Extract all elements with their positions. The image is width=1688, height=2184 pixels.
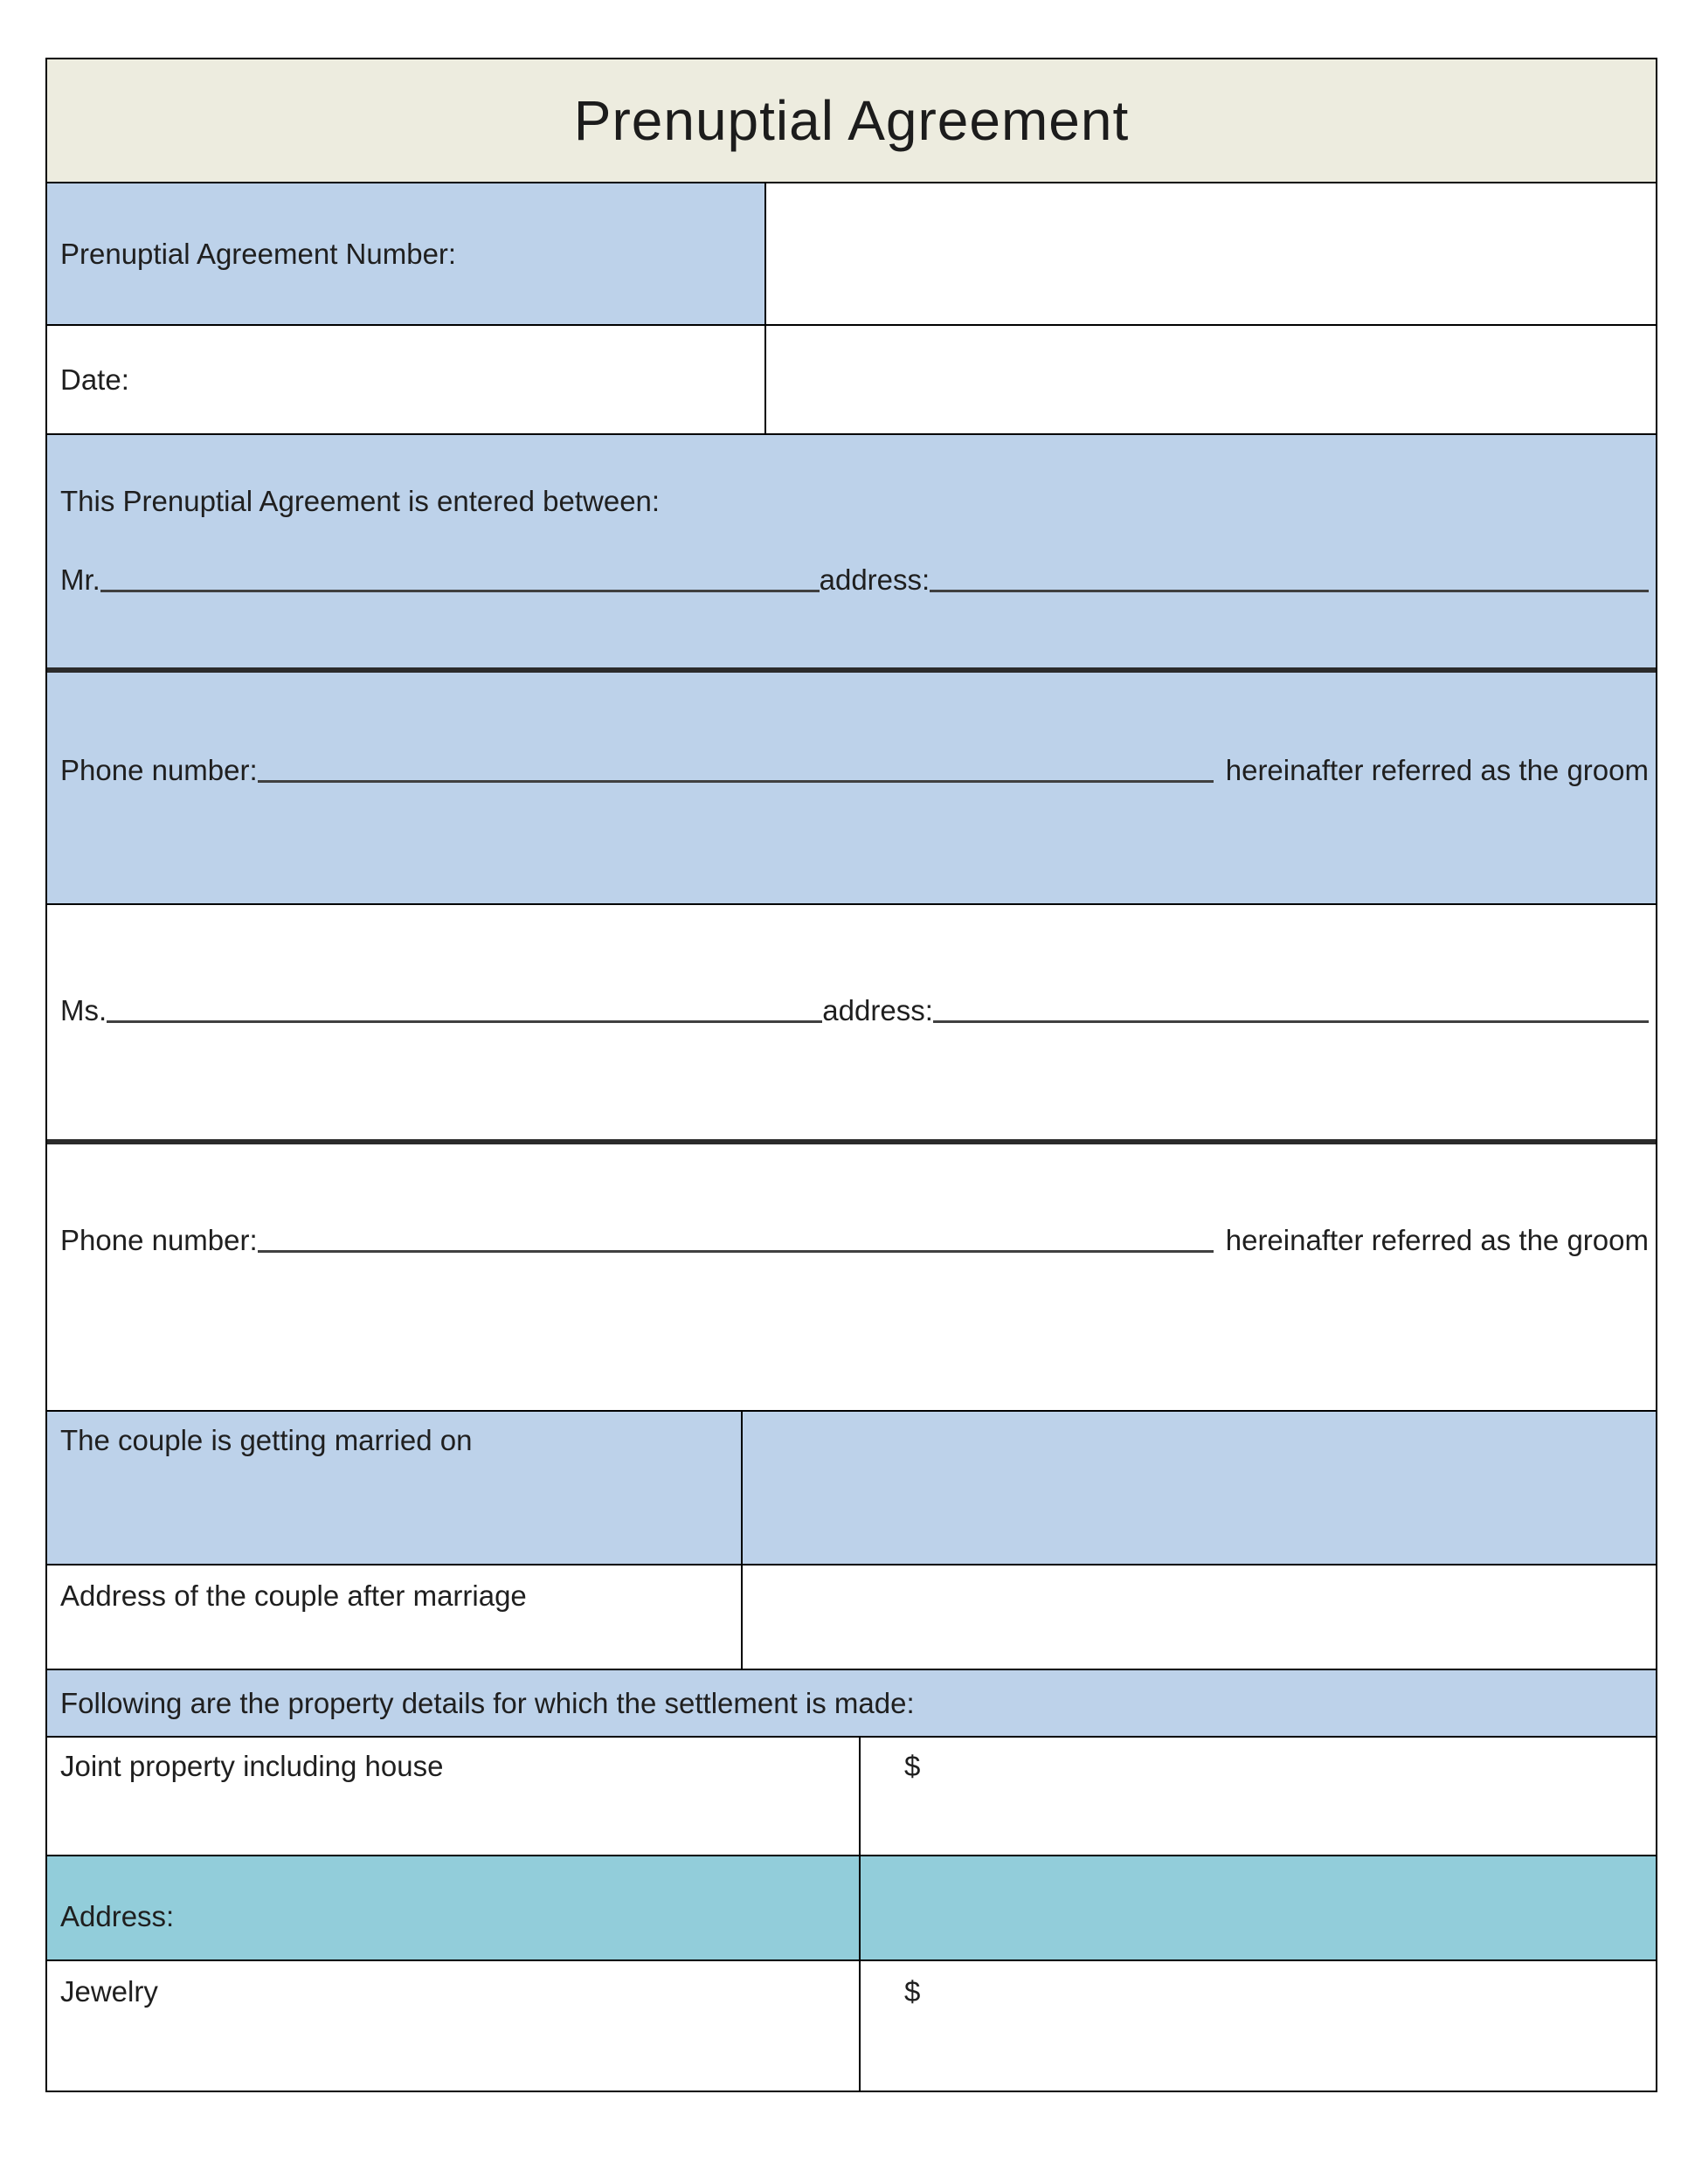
bride-divider-rule — [47, 1139, 1656, 1144]
jewelry-label: Jewelry — [60, 1975, 158, 2008]
jewelry-value-cell[interactable] — [861, 1961, 1656, 2091]
groom-phone-line — [47, 751, 1656, 790]
groom-address-blank[interactable] — [930, 590, 1649, 592]
form-title-bar — [47, 59, 1656, 182]
property-address-label-cell — [47, 1856, 861, 1959]
joint-property-label: Joint property including house — [60, 1750, 444, 1782]
bride-referred-as-label: hereinafter referred as the groom — [1225, 1224, 1649, 1256]
groom-divider-rule — [47, 667, 1656, 673]
married-on-value-cell[interactable] — [743, 1412, 1656, 1564]
agreement-number-label-cell — [47, 183, 766, 324]
joint-property-value-cell[interactable] — [861, 1738, 1656, 1855]
bride-phone-blank[interactable] — [258, 1250, 1214, 1253]
prenuptial-agreement-form — [45, 58, 1657, 2092]
jewelry-row — [47, 1959, 1656, 2091]
date-label-cell — [47, 326, 766, 433]
groom-name-line — [47, 561, 1656, 599]
property-details-heading: Following are the property details for which the settlement is made: — [60, 1686, 915, 1719]
address-after-value-cell[interactable] — [743, 1565, 1656, 1669]
married-on-row — [47, 1410, 1656, 1564]
groom-referred-as-label: hereinafter referred as the groom — [1225, 754, 1649, 786]
agreement-number-value-cell[interactable] — [766, 183, 1656, 324]
bride-name-blank[interactable] — [107, 1020, 822, 1023]
groom-name-label: Mr. — [60, 563, 100, 596]
address-after-label: Address of the couple after marriage — [60, 1579, 527, 1612]
property-address-value-cell[interactable] — [861, 1856, 1656, 1959]
entered-between-label: This Prenuptial Agreement is entered between: — [60, 485, 661, 517]
entered-between-line — [47, 482, 1656, 521]
groom-phone-blank[interactable] — [258, 780, 1214, 783]
date-row — [47, 324, 1656, 433]
agreement-number-label: Prenuptial Agreement Number: — [60, 237, 457, 270]
address-after-label-cell — [47, 1565, 743, 1669]
married-on-label-cell — [47, 1412, 743, 1564]
bride-address-label: address: — [822, 994, 933, 1026]
bride-name-line — [47, 992, 1656, 1030]
married-on-label: The couple is getting married on — [60, 1424, 473, 1456]
date-value-cell[interactable] — [766, 326, 1656, 433]
groom-name-blank[interactable] — [100, 590, 820, 592]
address-after-marriage-row — [47, 1564, 1656, 1669]
bride-address-blank[interactable] — [933, 1020, 1649, 1023]
page-title: Prenuptial Agreement — [573, 89, 1130, 152]
property-address-label: Address: — [60, 1900, 175, 1932]
date-label: Date: — [60, 363, 129, 396]
agreement-number-row — [47, 182, 1656, 324]
bride-phone-label: Phone number: — [60, 1224, 258, 1256]
jewelry-currency: $ — [904, 1975, 921, 2008]
property-address-row — [47, 1855, 1656, 1959]
property-details-heading-row — [47, 1669, 1656, 1736]
joint-property-currency: $ — [904, 1750, 921, 1782]
bride-phone-line — [47, 1221, 1656, 1260]
joint-property-label-cell — [47, 1738, 861, 1855]
joint-property-row — [47, 1736, 1656, 1855]
groom-address-label: address: — [819, 563, 930, 596]
jewelry-label-cell — [47, 1961, 861, 2091]
groom-phone-label: Phone number: — [60, 754, 258, 786]
bride-section — [47, 903, 1656, 1410]
bride-name-label: Ms. — [60, 994, 107, 1026]
groom-section — [47, 433, 1656, 903]
